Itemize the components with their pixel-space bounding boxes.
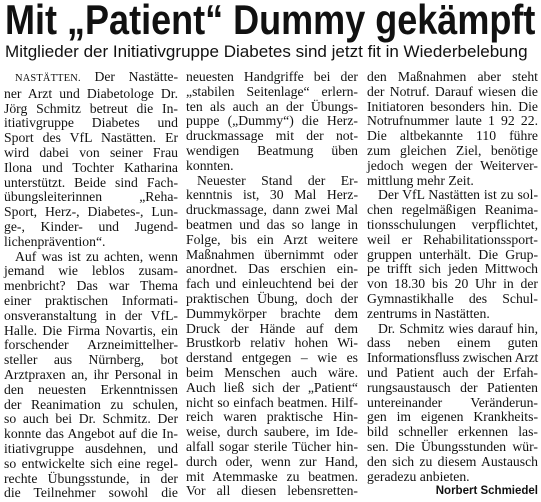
article-text-line: den sich zu diesem Austausch xyxy=(367,453,538,469)
article-text-line: zum gleichen Ziel, benötige xyxy=(367,142,538,158)
author-byline: Norbert Schmiedel xyxy=(435,485,538,498)
article-text-line: mit Atemmaske zu beatmen. xyxy=(186,468,358,484)
article-text-line: Informationsfluss zwischen Arzt xyxy=(367,350,538,366)
dateline: NASTÄTTEN. xyxy=(15,73,81,84)
article-text-line: puppe („Dummy“) die Herz- xyxy=(186,113,358,129)
article-text-line: weise, durch saubere, im Ide- xyxy=(186,424,358,440)
article-text-line: neuesten Handgriffe bei der xyxy=(186,69,358,84)
article-text-line xyxy=(4,70,178,87)
article-text-line: chen regelmäßigen Reanima- xyxy=(367,202,538,218)
subheadline-text: Mitglieder der Initiativgruppe Diabetes sind jetzt fit in Wiederbelebung xyxy=(5,42,528,61)
article-text-line: mittlung mehr Zeit. xyxy=(367,172,474,188)
article-text-line: Arztpraxen an, ihr Personal in xyxy=(4,366,178,382)
article-text-line: sen. Die Übungsstunden wür- xyxy=(367,438,538,454)
article-text-line: pe trifft sich jeden Mittwoch xyxy=(367,261,538,277)
article-text-line: onsveranstaltung in der VfL- xyxy=(4,307,178,323)
article-column-2 xyxy=(186,70,358,499)
article-text-line: übungsleiterinnen „Reha- xyxy=(4,189,178,205)
article-text-line: reich waren praktische Hin- xyxy=(186,409,358,425)
article-text-line: itiativgruppe ausdehnen, und xyxy=(4,440,178,456)
article-text-line: Dr. Schmitz wies darauf hin, xyxy=(378,320,538,336)
article-text-line: Auf was ist zu achten, wenn xyxy=(15,248,178,264)
article-text-line: ge-, Kinder- und Jugend- xyxy=(4,218,178,234)
article-text-line: lichenprävention“. xyxy=(4,233,106,249)
article-text-line: druckmassage mit der not- xyxy=(186,128,358,144)
article-text-line: Gymnastikhalle des Schul- xyxy=(367,290,538,306)
article-text-line: derstand entgegen – wie es xyxy=(186,350,358,366)
article-text-line: steller aus Nürnberg, bot xyxy=(4,352,178,368)
article-text-line: den Maßnahmen aber steht xyxy=(367,69,538,84)
article-text-line: unterstützt. Beide sind Fach- xyxy=(4,174,178,190)
headline xyxy=(5,0,541,46)
article-text-line: Ilona und Tochter Katharina xyxy=(4,159,178,175)
article-text-line: konnten. xyxy=(186,157,234,173)
article-text-line: von 18.30 bis 20 Uhr in der xyxy=(367,276,538,292)
article-text-line: Halle. Die Firma Novartis, ein xyxy=(4,322,178,338)
article-text-line: Sport, Herz-, Diabetes-, Lun- xyxy=(4,204,178,220)
article-text-line: beatmen und das so lange in xyxy=(186,216,358,232)
article-text-line: so entwickelte sich eine regel- xyxy=(4,455,178,471)
article-text-line: Notrufnummer laute 1 92 22. xyxy=(367,113,538,129)
article-text-line: untereinander Veränderun- xyxy=(367,394,538,410)
article-text-line: die Teilnehmer sowohl die xyxy=(4,485,178,501)
article-text-line: menbricht? Das war Thema xyxy=(4,278,178,294)
article-text-line: Brustkorb relativ hohen Wi- xyxy=(186,335,358,351)
article-text-line: bild schneller erkennen las- xyxy=(367,424,538,440)
article-column-3 xyxy=(367,70,538,499)
article-text-line: wendigen Beatmung üben xyxy=(186,142,358,158)
article-text-line: Vor all diesen lebensretten- xyxy=(186,483,358,499)
article-text-line: tionsschulungen verpflichtet, xyxy=(367,216,538,232)
article-text-line: nicht so einfach beatmen. Hilf- xyxy=(186,394,358,410)
article-text-line: Neuester Stand der Er- xyxy=(197,172,358,188)
article-text-line: geradezu anbieten. xyxy=(367,468,470,484)
article-text-line: so auch bei Dr. Schmitz. Der xyxy=(4,411,178,427)
article-text-line: beim Menschen auch wäre. xyxy=(186,364,358,380)
article-text-line: anordnet. Das erschien ein- xyxy=(186,261,358,277)
article-column-1 xyxy=(4,70,178,501)
article-text-line: praktischen Übung, doch der xyxy=(186,290,358,306)
article-text-line-rest: Der Nastätte- xyxy=(94,69,179,84)
article-text-line: und Patient auch der Erfah- xyxy=(367,364,538,380)
article-text-line: zentrums in Nastätten. xyxy=(367,305,490,321)
article-text-line: Auch ließ sich der „Patient“ xyxy=(186,379,358,395)
article-text-line: itiativgruppe Diabetes und xyxy=(4,115,178,131)
article-text-line: druckmassage, dann zwei Mal xyxy=(186,202,358,218)
headline-text: Mit „Patient“ Dummy gekämpft xyxy=(5,0,536,43)
article-text-line: wird dabei von seiner Frau xyxy=(4,144,178,160)
article-text-line: Dummykörper brachte dem xyxy=(186,305,358,321)
article-text-line: Initiatoren besonders hin. Die xyxy=(367,98,538,114)
subheadline xyxy=(5,42,541,64)
article-text-line: Maßnahmen übernimmt oder xyxy=(186,246,358,262)
article-text-line: durch oder, wenn zur Hand, xyxy=(186,453,358,469)
article-text-line: der Notruf. Darauf wiesen die xyxy=(367,83,538,99)
article-text-line: dass neben einem guten xyxy=(367,335,538,351)
article-text-line: gen im eigenen Krankheits- xyxy=(367,409,538,425)
article-text-line: jemand wie leblos zusam- xyxy=(4,263,178,279)
article-text-line: Druck der Hände auf dem xyxy=(186,320,358,336)
article-text-line: „stabilen Seitenlage“ erlern- xyxy=(186,83,358,99)
article-text-line: ner Arzt und Diabetologe Dr. xyxy=(4,85,178,101)
article-text-line: weil er Rehabilitationssport- xyxy=(367,231,538,247)
article-text-line: konnte das Angebot auf die In- xyxy=(4,426,178,442)
article-text-line: kenntnis ist, 30 Mal Herz- xyxy=(186,187,358,203)
article-text-line: rechte Übungsstunde, in der xyxy=(4,470,178,486)
article-text-line: fach und einleuchtend bei der xyxy=(186,276,358,292)
article-text-line: alfall sogar sterile Tücher hin- xyxy=(186,438,358,454)
article-text-line: einer praktischen Informati- xyxy=(4,292,178,308)
article-text-line: gruppen unterhält. Die Grup- xyxy=(367,246,538,262)
article-text-line: forschender Arzneimittelher- xyxy=(4,337,178,353)
article-text-line: jedoch wegen der Weiterver- xyxy=(367,157,538,173)
article-text-line: Folge, bis ein Arzt weitere xyxy=(186,231,358,247)
article-text-line: rungsaustausch der Patienten xyxy=(367,379,538,395)
article-text-line: Die altbekannte 110 führe xyxy=(367,128,538,144)
article-text-line: den neuesten Erkenntnissen xyxy=(4,381,178,397)
article-text-line: Der VfL Nastätten ist zu sol- xyxy=(378,187,538,203)
article-text-line: Sport des VfL Nastätten. Er xyxy=(4,130,178,146)
article-text-line: der Reanimation zu schulen, xyxy=(4,396,178,412)
article-text-line: Jörg Schmitz betreut die In- xyxy=(4,100,178,116)
article-text-line: ten als auch an der Übungs- xyxy=(186,98,358,114)
